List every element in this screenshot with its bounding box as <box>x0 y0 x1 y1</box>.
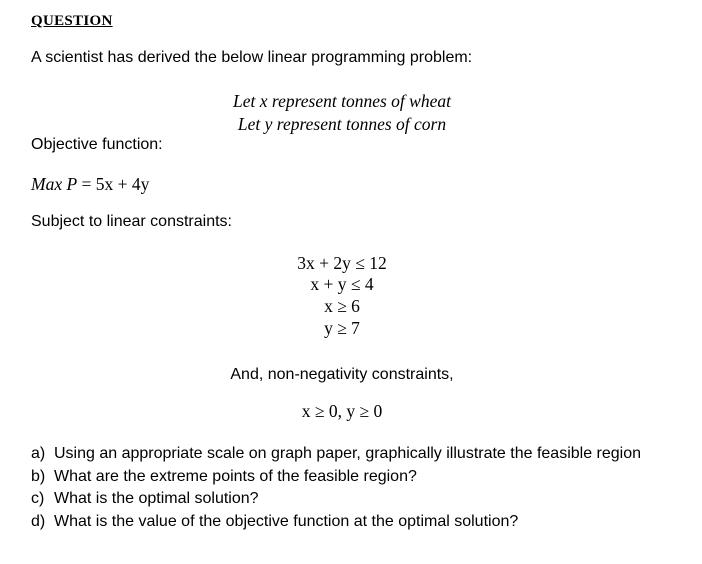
question-item <box>31 488 653 511</box>
objective-label: Objective function: <box>31 136 163 153</box>
objective-expression: = 5x + 4y <box>77 174 150 194</box>
objective-prefix: Max P <box>31 174 78 194</box>
question-text: What is the value of the objective function at the optimal solution? <box>54 512 519 530</box>
intro-text: A scientist has derived the below linear programming problem: <box>31 49 473 66</box>
question-item <box>31 443 653 466</box>
question-item <box>31 511 653 534</box>
constraint-1: 3x + 2y ≤ 12 <box>297 253 387 273</box>
question-text: Using an appropriate scale on graph paper, graphically illustrate the feasible region <box>54 445 642 462</box>
question-marker: d) <box>31 512 46 530</box>
question-heading: QUESTION <box>31 13 113 29</box>
constraints-label: Subject to linear constraints: <box>31 213 232 230</box>
question-marker: c) <box>31 490 45 508</box>
constraint-3: x ≥ 6 <box>324 296 360 316</box>
question-item <box>31 466 653 489</box>
objective-function <box>31 176 149 194</box>
question-text: What are the extreme points of the feasible region? <box>54 467 417 485</box>
definition-x: Let x represent tonnes of wheat <box>233 91 451 111</box>
question-list <box>31 443 653 533</box>
non-negativity-constraints: x ≥ 0, y ≥ 0 <box>301 401 383 421</box>
constraint-2: x + y ≤ 4 <box>310 274 374 294</box>
constraint-4: y ≥ 7 <box>324 318 360 338</box>
question-text: What is the optimal solution? <box>54 490 259 508</box>
definition-y: Let y represent tonnes of corn <box>237 114 447 134</box>
question-marker: a) <box>31 445 46 462</box>
question-marker: b) <box>31 467 46 485</box>
non-negativity-label: And, non-negativity constraints, <box>230 366 454 383</box>
